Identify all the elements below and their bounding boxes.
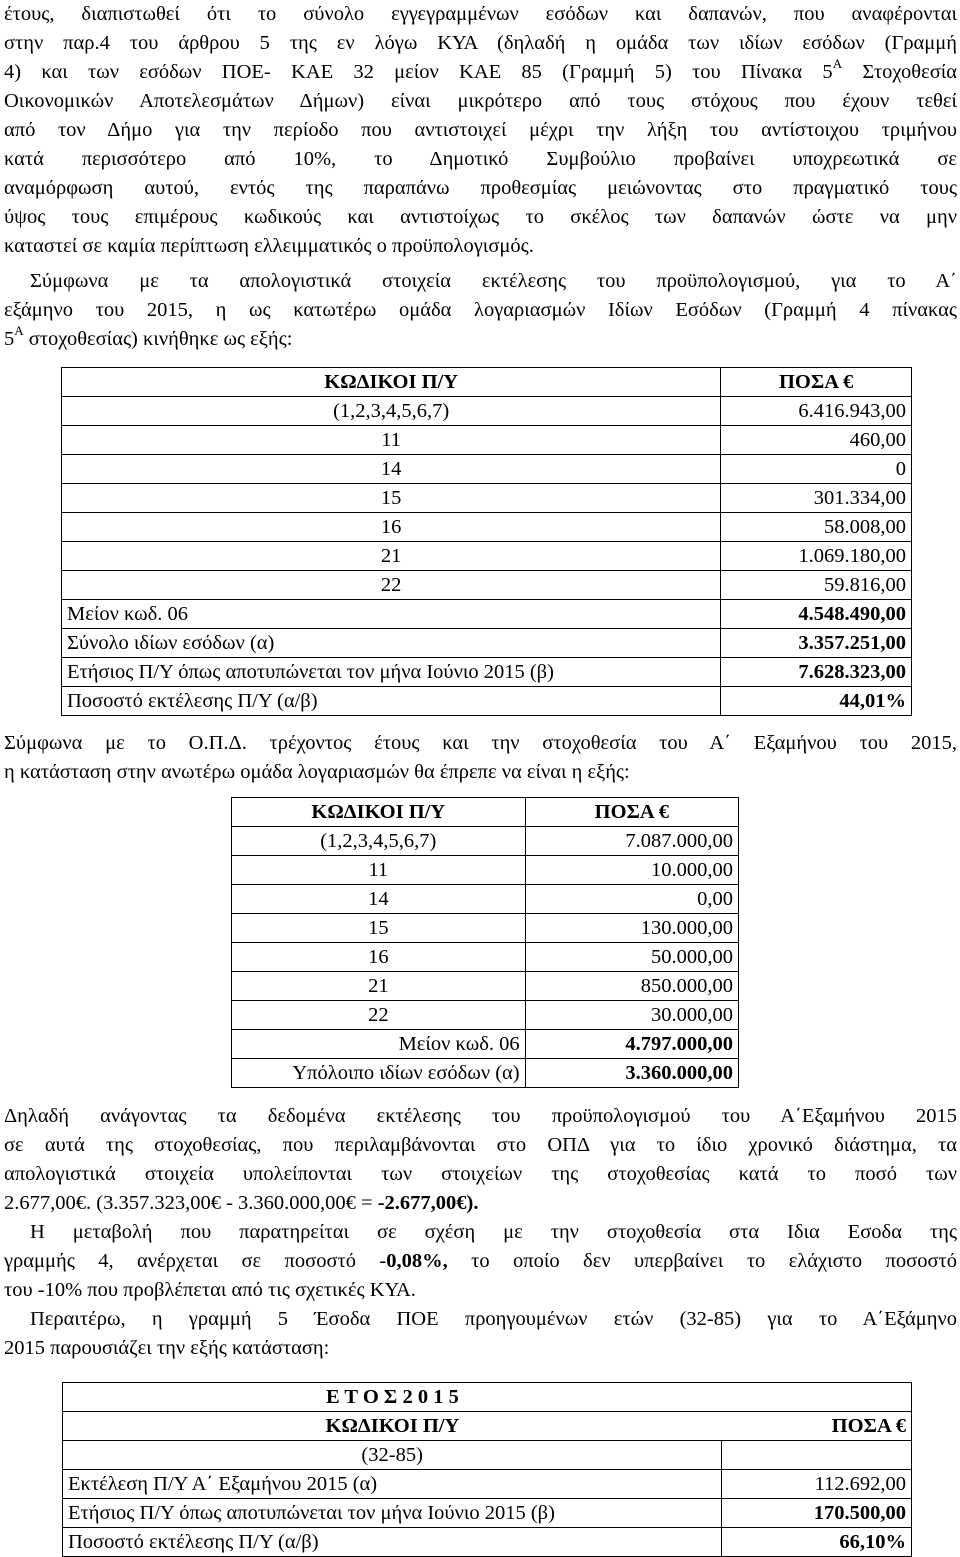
superscript: Α — [832, 56, 843, 72]
summary-row: Μείον κωδ. 06 4.548.490,00 — [62, 600, 912, 629]
text-line: αναμόρφωση αυτού, εντός της παραπάνω προθεσμίας μειώνοντας στο πραγματικό τους — [4, 177, 957, 199]
text-line: Η μεταβολή που παρατηρείται σε σχέση με την στοχοθεσία στα Ιδια Εσοδα της — [30, 1221, 957, 1243]
summary-row: Ετήσιος Π/Υ όπως αποτυπώνεται τον μήνα Ιούνιο 2015 (β) 7.628.323,00 — [62, 658, 912, 687]
text-line: κατά περισσότερο από 10%, το Δημοτικό Συμβούλιο προβαίνει υποχρεωτικά σε — [4, 148, 957, 170]
text-line: η κατάσταση στην ανωτέρω ομάδα λογαριασμών θα έπρεπε να είναι η εξής: — [4, 761, 630, 783]
table-row: 22 59.816,00 — [62, 571, 912, 600]
text-line: Σύμφωνα με το Ο.Π.Δ. τρέχοντος έτους και την στοχοθεσία του Α΄ Εξαμήνου του 2015, — [4, 732, 957, 754]
header-codes: ΚΩΔΙΚΟΙ Π/Υ — [62, 368, 721, 397]
table-header-row — [63, 1412, 912, 1441]
summary-row: Ποσοστό εκτέλεσης Π/Υ (α/β) 44,01% — [62, 687, 912, 716]
text-line: σε αυτά της στοχοθεσίας, που περιλαμβάνονται στο ΟΠΔ για το ίδιο χρονικό διάστημα, τα — [4, 1134, 957, 1156]
intro-paragraph — [4, 0, 957, 261]
header-amounts: ΠΟΣΑ € — [722, 1412, 912, 1441]
table-row: Ποσοστό εκτέλεσης Π/Υ (α/β) 66,10% — [63, 1528, 912, 1557]
text-line: γραμμής 4, ανέρχεται σε ποσοστό -0,08%, το οποίο δεν υπερβαίνει το ελάχιστο ποσοστό — [4, 1250, 957, 1272]
text-line: απολογιστικά στοιχεία υπολείπονται των στοιχείων της στοχοθεσίας κατά το ποσό των — [4, 1163, 957, 1185]
table-row: Εκτέλεση Π/Υ Α΄ Εξαμήνου 2015 (α) 112.692,00 — [63, 1470, 912, 1499]
target-paragraph — [4, 729, 957, 787]
text-line: έτους, διαπιστωθεί ότι το σύνολο εγγεγραμμένων εσόδων και δαπανών, που αναφέρονται — [4, 3, 957, 25]
table-row: 11 460,00 — [62, 426, 912, 455]
poe-paragraph — [4, 1305, 957, 1363]
difference-amount: -2.677,00€). — [377, 1192, 479, 1214]
table-row: Ετήσιος Π/Υ όπως αποτυπώνεται τον μήνα Ιούνιο 2015 (β) 170.500,00 — [63, 1499, 912, 1528]
table-row: 11 10.000,00 — [232, 856, 739, 885]
summary-row: Σύνολο ιδίων εσόδων (α) 3.357.251,00 — [62, 629, 912, 658]
summary-row: Υπόλοιπο ιδίων εσόδων (α) 3.360.000,00 — [232, 1059, 739, 1088]
text-line: καταστεί σε καμία περίπτωση ελλειμματικός ο προϋπολογισμός. — [4, 235, 534, 257]
header-codes: ΚΩΔΙΚΟΙ Π/Υ — [232, 798, 526, 827]
variation-paragraph — [4, 1218, 957, 1305]
summary-row: Μείον κωδ. 06 4.797.000,00 — [232, 1030, 739, 1059]
text-line: εξάμηνο του 2015, η ως κατωτέρω ομάδα λογαριασμών Ιδίων Εσόδων (Γραμμή 4 πίνακας — [4, 299, 957, 321]
table-header-row — [232, 798, 739, 827]
header-amounts: ΠΟΣΑ € — [525, 798, 738, 827]
header-amounts: ΠΟΣΑ € — [721, 368, 912, 397]
text-line: ύψος τους επιμέρους κωδικούς και αντιστοίχως το σκέλος των δαπανών ώστε να μην — [4, 206, 957, 228]
text-line: 4) και των εσόδων ΠΟΕ- ΚΑΕ 32 μείον ΚΑΕ 85 (Γραμμή 5) του Πίνακα $5^A$ Στοχοθεσία — [4, 56, 958, 83]
execution-paragraph — [4, 267, 957, 354]
text-line: από τον Δήμο για την περίοδο που αντιστοιχεί μέχρι την λήξη του αντίστοιχου τριμήνου — [4, 119, 957, 141]
table-row: 15 130.000,00 — [232, 914, 739, 943]
header-codes: ΚΩΔΙΚΟΙ Π/Υ — [63, 1412, 722, 1441]
execution-table — [61, 367, 912, 716]
poe-table — [62, 1382, 912, 1557]
variation-percentage: 0,08%, — [386, 1250, 448, 1272]
table-title-row — [63, 1383, 912, 1412]
table-row: 21 850.000,00 — [232, 972, 739, 1001]
text-line: 2015 παρουσιάζει την εξής κατάσταση: — [4, 1337, 330, 1359]
target-table — [231, 797, 739, 1088]
table-row: 16 58.008,00 — [62, 513, 912, 542]
text-line: του -10% που προβλέπεται από τις σχετικές ΚΥΑ. — [4, 1279, 416, 1301]
table-row: 22 30.000,00 — [232, 1001, 739, 1030]
text-line: Οικονομικών Αποτελεσμάτων Δήμων) είναι μικρότερο από τους στόχους που έχουν τεθεί — [4, 90, 957, 112]
table-row: (1,2,3,4,5,6,7) 6.416.943,00 — [62, 397, 912, 426]
text-line: $5^A$ στοχοθεσίας) κινήθηκε ως εξής: — [4, 323, 293, 350]
table-row: (32-85) — [63, 1441, 912, 1470]
year-title: Ε Τ Ο Σ 2 0 1 5 — [63, 1383, 722, 1412]
text-line: Περαιτέρω, η γραμμή 5 Έσοδα ΠΟΕ προηγουμένων ετών (32-85) για το Α΄Εξάμηνο — [30, 1308, 957, 1330]
table-row: 14 0,00 — [232, 885, 739, 914]
superscript: Α — [14, 323, 24, 339]
table-row: (1,2,3,4,5,6,7) 7.087.000,00 — [232, 827, 739, 856]
table-header-row — [62, 368, 912, 397]
text-line: 2.677,00€. (3.357.323,00€ - 3.360.000,00€ = -2.677,00€). — [4, 1192, 479, 1214]
table-row: 16 50.000,00 — [232, 943, 739, 972]
table-row: 15 301.334,00 — [62, 484, 912, 513]
text-line: Σύμφωνα με τα απολογιστικά στοιχεία εκτέλεσης του προϋπολογισμού, για το Α΄ — [30, 270, 957, 292]
table-row: 14 0 — [62, 455, 912, 484]
table-row: 21 1.069.180,00 — [62, 542, 912, 571]
text-line: στην παρ.4 του άρθρου 5 της εν λόγω ΚΥΑ (δηλαδή η ομάδα των ιδίων εσόδων (Γραμμή — [4, 32, 957, 54]
text-line: Δηλαδή ανάγοντας τα δεδομένα εκτέλεσης του προϋπολογισμού του Α΄Εξαμήνου 2015 — [4, 1105, 957, 1127]
comparison-paragraph — [4, 1102, 957, 1218]
